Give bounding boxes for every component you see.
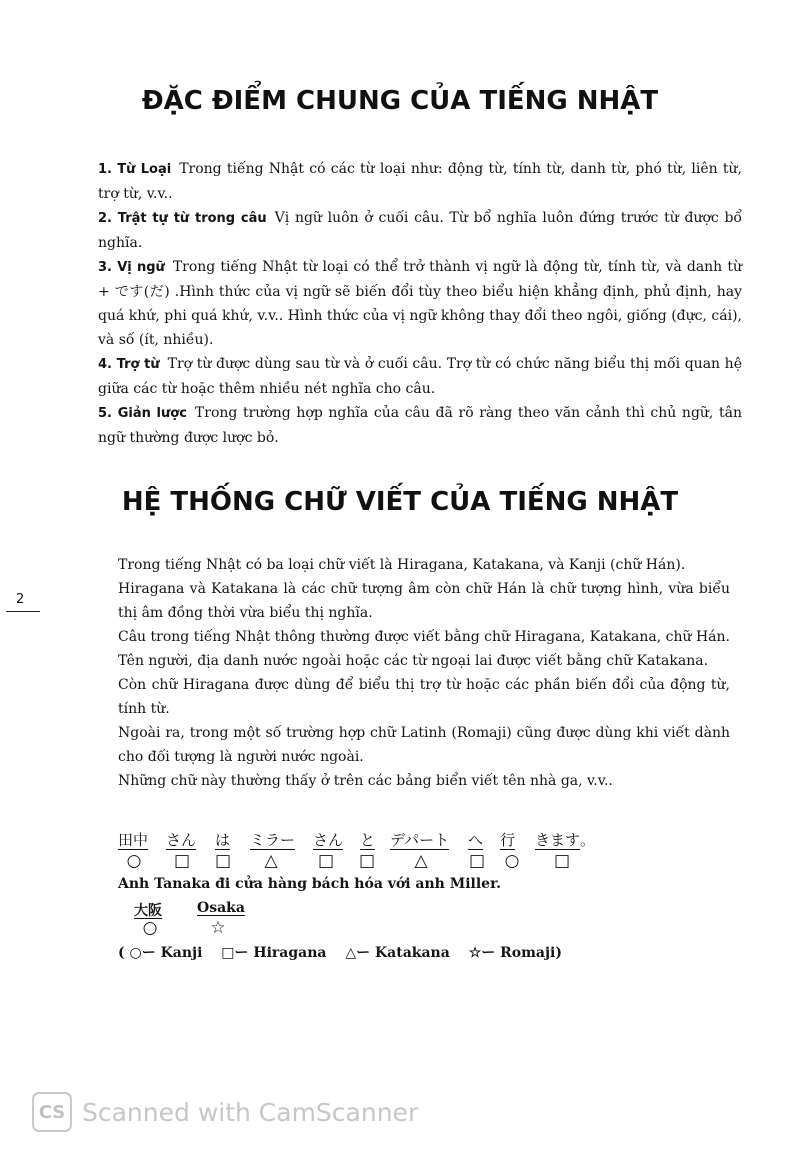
romaji-marker: ☆ xyxy=(210,918,226,938)
term-label: 5. Giản lược xyxy=(98,406,187,421)
hiragana-marker: □ xyxy=(173,851,191,871)
section-heading-writing-system: HỆ THỐNG CHỮ VIẾT CỦA TIẾNG NHẬT xyxy=(121,487,679,517)
legend-romaji: ☆ー Romaji) xyxy=(468,945,562,961)
example-token: ミラー xyxy=(250,831,296,849)
paragraph: Ngoài ra, trong một số trường hợp chữ Latinh (Romaji) cũng được dùng khi viết dành cho đối tượng là người nước ngoài. xyxy=(118,725,730,765)
paragraph: Câu trong tiếng Nhật thông thường được viết bằng chữ Hiragana, Katakana, chữ Hán. Tên người, địa danh nước ngoài hoặc các từ ngoại lai được viết bằng chữ Katakana. xyxy=(118,629,730,669)
example-token: さん xyxy=(166,831,197,849)
example-token: デパート xyxy=(390,831,450,849)
kanji-marker: ○ xyxy=(126,851,142,871)
watermark-text: Scanned with CamScanner xyxy=(82,1097,419,1127)
term-word-order xyxy=(98,206,742,255)
example-token: さん xyxy=(313,831,344,849)
camscanner-logo-icon: CS xyxy=(32,1092,72,1132)
term-label: 1. Từ Loại xyxy=(98,162,172,177)
term-text: Trong tiếng Nhật từ loại có thể trở thành vị ngữ là động từ, tính từ, và danh từ + です(だ) .Hình thức của vị ngữ sẽ biến đổi tùy theo biểu hiện khẳng định, phủ định, hay quá khứ, phi quá khứ, v.v.. Hình thức của vị ngữ không thay đổi theo ngôi, giống (đực, cái), và số (ít, nhiều). xyxy=(98,259,743,348)
term-label: 4. Trợ từ xyxy=(98,357,160,372)
example-word-kanji: 大阪 xyxy=(134,903,162,919)
hiragana-marker: □ xyxy=(553,851,571,871)
katakana-marker: △ xyxy=(264,851,278,871)
term-omission xyxy=(98,401,742,450)
term-predicate xyxy=(98,255,742,352)
paragraph: Trong tiếng Nhật có ba loại chữ viết là Hiragana, Katakana, và Kanji (chữ Hán). xyxy=(118,557,686,573)
term-text: Trợ từ được dùng sau từ và ở cuối câu. Trợ từ có chức năng biểu thị mối quan hệ giữa các từ hoặc thêm nhiều nét nghĩa cho câu. xyxy=(98,356,742,397)
example-token: 行 xyxy=(500,831,516,849)
writing-system-text xyxy=(118,553,730,793)
kanji-marker: ○ xyxy=(142,918,158,938)
term-text: Trong trường hợp nghĩa của câu đã rõ ràng theo văn cảnh thì chủ ngữ, tân ngữ thường được lược bỏ. xyxy=(98,405,742,446)
katakana-marker: △ xyxy=(414,851,428,871)
page-number-rule xyxy=(6,611,40,612)
script-legend xyxy=(118,942,576,962)
hiragana-marker: □ xyxy=(214,851,232,871)
paragraph: Những chữ này thường thấy ở trên các bảng biển viết tên nhà ga, v.v.. xyxy=(118,773,613,789)
legend-katakana: △ー Katakana xyxy=(345,945,450,961)
term-text: Vị ngữ luôn ở cuối câu. Từ bổ nghĩa luôn đứng trước từ được bổ nghĩa. xyxy=(98,210,742,251)
page-number: 2 xyxy=(16,592,25,607)
characteristics-list xyxy=(98,157,742,450)
example-translation: Anh Tanaka đi cửa hàng bách hóa với anh Miller. xyxy=(118,876,502,892)
example-word-romaji: Osaka xyxy=(197,900,245,916)
term-word-types xyxy=(98,157,742,206)
legend-hiragana: □ー Hiragana xyxy=(221,945,327,961)
section-heading-general: ĐẶC ĐIỂM CHUNG CỦA TIẾNG NHẬT xyxy=(141,86,659,116)
paragraph: Còn chữ Hiragana được dùng để biểu thị trợ từ hoặc các phần biến đổi của động từ, tính từ. xyxy=(118,677,730,717)
term-label: 2. Trật tự từ trong câu xyxy=(98,211,267,226)
example-token: きます xyxy=(535,831,581,849)
term-text: Trong tiếng Nhật có các từ loại như: động từ, tính từ, danh từ, phó từ, liên từ, trợ từ, v.v.. xyxy=(98,161,742,202)
hiragana-marker: □ xyxy=(358,851,376,871)
legend-kanji: ( ○ー Kanji xyxy=(118,945,203,961)
example-token: は xyxy=(215,831,231,849)
hiragana-marker: □ xyxy=(468,851,486,871)
paragraph: Hiragana và Katakana là các chữ tượng âm còn chữ Hán là chữ tượng hình, vừa biểu thị âm đồng thời vừa biểu thị nghĩa. xyxy=(118,581,730,621)
kanji-marker: ○ xyxy=(504,851,520,871)
example-token: 。 xyxy=(580,831,596,849)
example-token: 田中 xyxy=(118,831,149,849)
example-token: へ xyxy=(468,831,484,849)
hiragana-marker: □ xyxy=(317,851,335,871)
term-particles xyxy=(98,352,742,401)
term-label: 3. Vị ngữ xyxy=(98,260,165,275)
camscanner-watermark xyxy=(32,1092,418,1132)
example-token: と xyxy=(360,831,376,849)
